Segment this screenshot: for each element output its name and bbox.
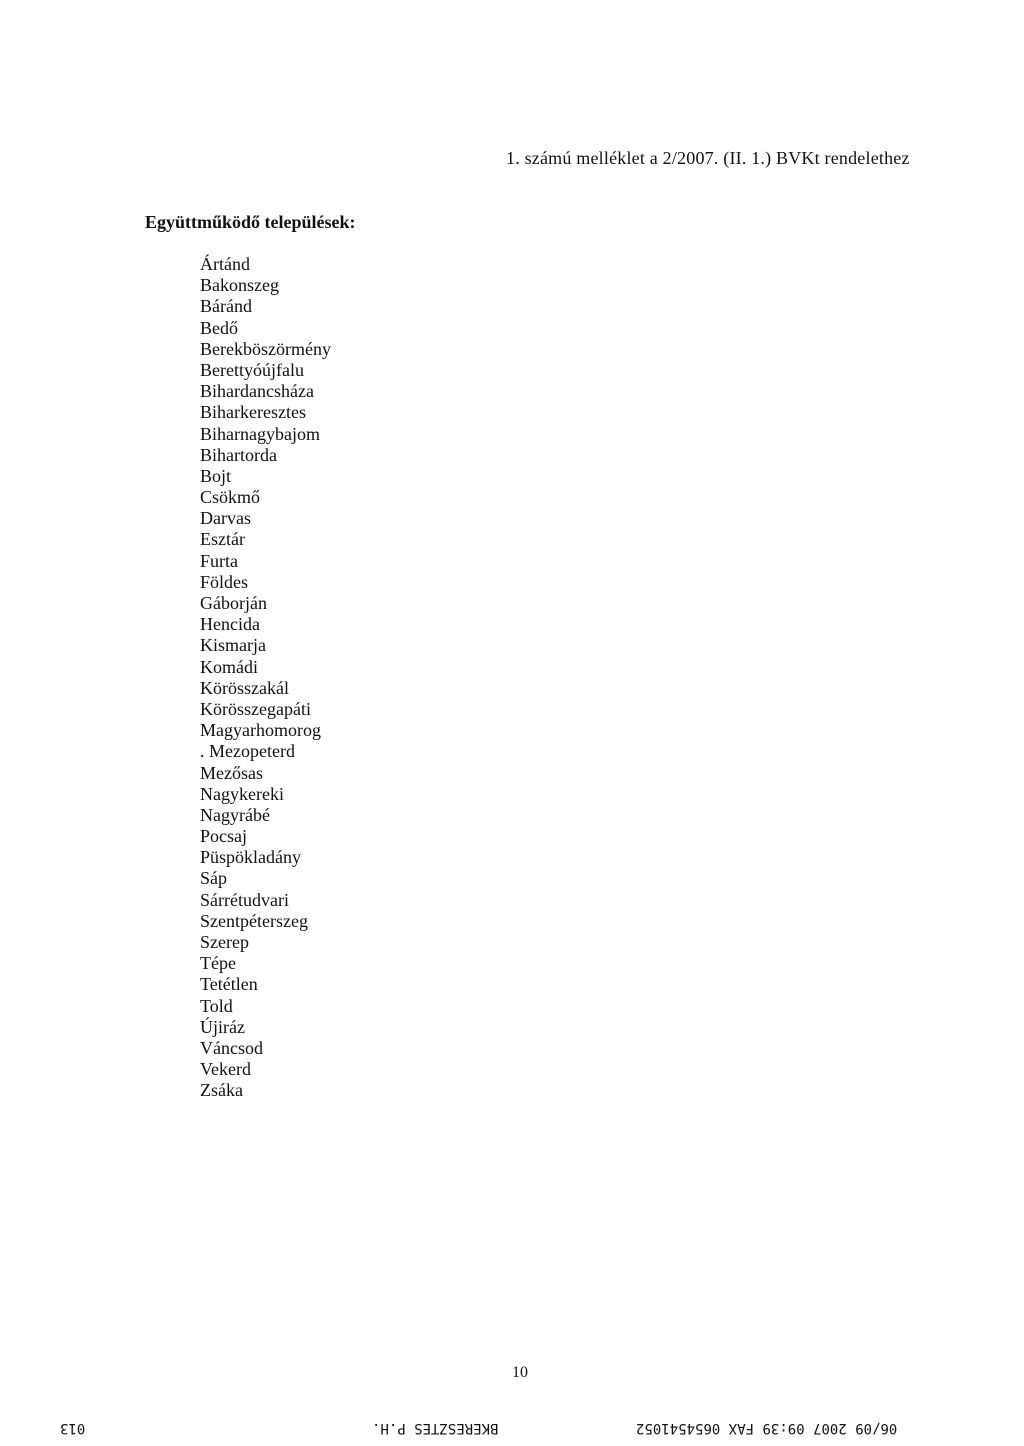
- list-item: [0, 953, 500, 974]
- list-item-name: Szentpéterszeg: [200, 910, 308, 931]
- page-number: 10: [512, 1364, 528, 1381]
- list-item-name: Püspökladány: [200, 847, 301, 868]
- list-item-name: Berekböszörmény: [200, 338, 331, 359]
- list-item: [0, 741, 500, 762]
- list-item: [0, 996, 500, 1017]
- list-item-name: Bihartorda: [200, 444, 277, 465]
- list-item-name: Ártánd: [200, 254, 250, 274]
- list-item: [0, 487, 500, 508]
- list-item-name: Sáp: [200, 868, 227, 889]
- list-item: [0, 890, 500, 911]
- fax-footer-sender: BKERESZTES P.H.: [372, 1420, 499, 1436]
- list-item: [0, 847, 500, 868]
- list-item: [0, 657, 500, 678]
- list-item-name: Berettyóújfalu: [200, 359, 304, 380]
- list-item: [0, 1080, 500, 1101]
- list-item: [0, 720, 500, 741]
- list-heading: Együttműködő települések:: [145, 212, 356, 232]
- list-item: [0, 932, 500, 953]
- list-item: [0, 763, 500, 784]
- list-item-name: Darvas: [200, 508, 251, 529]
- list-item-name: Tetétlen: [200, 974, 258, 995]
- list-item-name: Csökmő: [200, 487, 261, 508]
- list-item-name: Nagyrábé: [200, 804, 270, 825]
- list-item-name: Földes: [200, 571, 249, 592]
- list-item: [0, 805, 500, 826]
- list-item: [0, 1017, 500, 1038]
- list-item-name: Bakonszeg: [200, 275, 279, 296]
- list-item-name: Tépe: [200, 953, 236, 974]
- list-item-name: Kismarja: [200, 635, 266, 656]
- list-item-name: Biharkeresztes: [200, 402, 306, 423]
- list-item: [0, 381, 500, 402]
- list-item: [0, 466, 500, 487]
- list-item: [0, 402, 500, 423]
- list-item: [0, 593, 500, 614]
- fax-footer-timestamp: 06/09 2007 09:39 FAX 0654541052: [636, 1420, 898, 1436]
- list-item: [0, 360, 500, 381]
- list-item-name: Vekerd: [200, 1059, 251, 1080]
- list-item-name: . Mezopeterd: [200, 741, 295, 762]
- list-item-name: Gáborján: [200, 593, 267, 613]
- list-item-name: Hencida: [200, 614, 260, 635]
- list-item: [0, 508, 500, 529]
- list-item: [0, 572, 500, 593]
- list-item: [0, 699, 500, 720]
- fax-footer: [0, 1420, 1024, 1440]
- list-item: [0, 974, 500, 995]
- list-item: [0, 678, 500, 699]
- list-item-name: Pocsaj: [200, 826, 247, 847]
- list-item-name: Told: [200, 995, 233, 1016]
- list-item-name: Mezősas: [200, 762, 263, 783]
- list-item-name: Váncsod: [200, 1037, 263, 1058]
- list-item: [0, 275, 500, 296]
- list-item-name: Újiráz: [200, 1016, 245, 1037]
- list-item-name: Körösszakál: [200, 677, 289, 698]
- list-item: [0, 826, 500, 847]
- list-item-name: Körösszegapáti: [200, 698, 311, 719]
- list-item-name: Nagykereki: [200, 783, 284, 804]
- list-item-name: Bedő: [200, 317, 238, 338]
- list-item: [0, 635, 500, 656]
- list-item-name: Komádi: [200, 656, 258, 677]
- list-item: [0, 784, 500, 805]
- settlement-list: [0, 254, 500, 1102]
- list-item: [0, 1059, 500, 1080]
- fax-footer-page-code: 013: [60, 1420, 86, 1436]
- list-item: [0, 424, 500, 445]
- list-item: [0, 339, 500, 360]
- list-item: [0, 296, 500, 317]
- list-item-name: Szerep: [200, 932, 249, 952]
- list-item-name: Bihardancsháza: [200, 381, 314, 402]
- list-item-name: Zsáka: [200, 1080, 243, 1101]
- list-item-name: Magyarhomorog: [200, 720, 321, 741]
- list-item: [0, 1038, 500, 1059]
- list-item-name: Esztár: [200, 529, 245, 550]
- list-item-name: Biharnagybajom: [200, 423, 320, 444]
- list-item-name: Bojt: [200, 465, 232, 486]
- list-item: [0, 529, 500, 550]
- list-item: [0, 911, 500, 932]
- list-item: [0, 318, 500, 339]
- list-item-name: Sárrétudvari: [200, 889, 289, 910]
- list-item: [0, 868, 500, 889]
- page-header-title: 1. számú melléklet a 2/2007. (II. 1.) BVKt rendelethez: [506, 148, 910, 168]
- list-item-name: Báránd: [200, 296, 252, 317]
- list-item: [0, 551, 500, 572]
- list-item: [0, 614, 500, 635]
- list-item: [0, 254, 500, 275]
- list-item-name: Furta: [200, 550, 238, 571]
- list-item: [0, 445, 500, 466]
